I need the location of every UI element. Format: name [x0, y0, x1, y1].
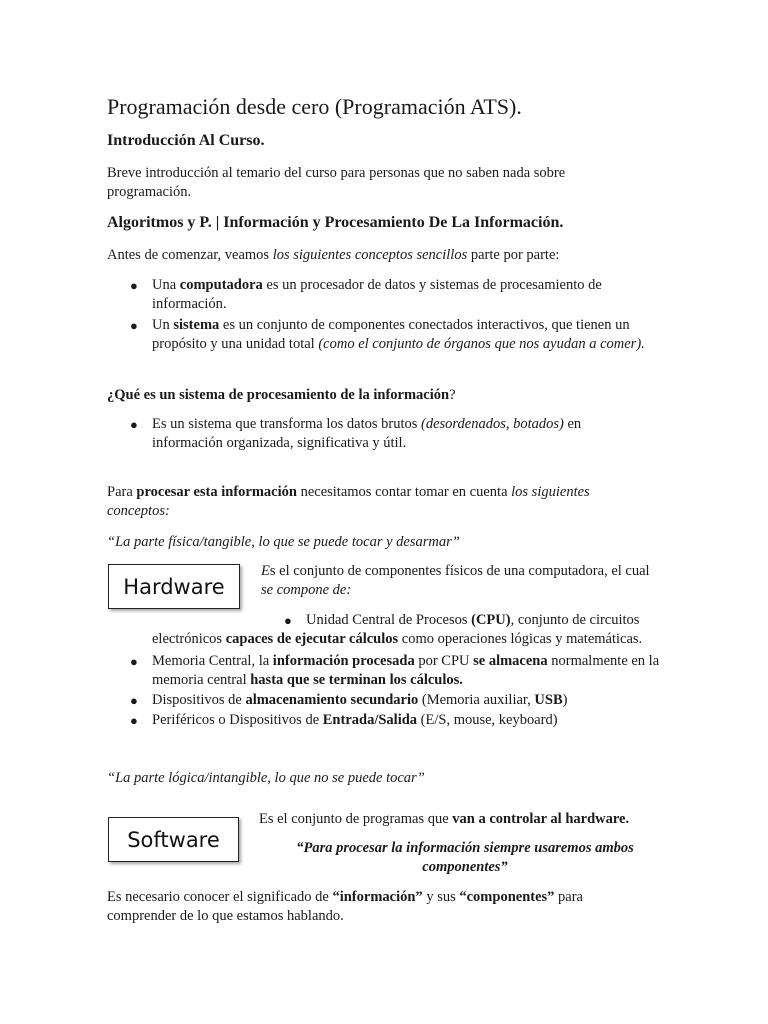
- concepts-list: [107, 276, 647, 354]
- cpu-item: ● Unidad Central de Procesos (CPU), conjunto de circuitos electrónicos capaces de ejecutar cálculos como operaciones lógicas y matemáticas.: [152, 612, 643, 647]
- bullet-icon: ●: [130, 318, 138, 333]
- list-item: ● Es un sistema que transforma los datos brutos (desordenados, botados) en información organizada, significativa y útil.: [130, 416, 582, 451]
- hardware-quote: “La parte física/tangible, lo que se puede tocar y desarmar”: [107, 534, 460, 550]
- hardware-definition: Es el conjunto de componentes físicos de una computadora, el cual se compone de:: [261, 563, 650, 598]
- algorithms-heading: Algoritmos y P. | Información y Procesamiento De La Información.: [107, 214, 564, 231]
- intro-text: Breve introducción al temario del curso para personas que no saben nada sobre programación.: [107, 165, 566, 200]
- bullet-icon: ●: [130, 417, 138, 432]
- list-item: ● Un sistema es un conjunto de componentes conectados interactivos, que tienen un propósito y una unidad total (como el conjunto de órganos que nos ayudan a comer).: [130, 317, 645, 352]
- software-label: Software: [127, 827, 220, 852]
- bullet-icon: ●: [130, 693, 138, 708]
- list-item: ● Memoria Central, la información procesada por CPU se almacena normalmente en la memoria central hasta que se terminan los cálculos.: [130, 653, 660, 688]
- bullet-icon: ●: [284, 613, 292, 628]
- question-list: [107, 415, 627, 453]
- bullet-icon: ●: [130, 713, 138, 728]
- hardware-list: [107, 652, 667, 730]
- bullet-icon: ●: [130, 654, 138, 669]
- hardware-label-box: [108, 564, 240, 609]
- question-text: ¿Qué es un sistema de procesamiento de la información?: [107, 387, 456, 403]
- list-item: ● Una computadora es un procesador de datos y sistemas de procesamiento de información.: [130, 277, 602, 312]
- hardware-label: Hardware: [123, 574, 225, 599]
- intro-heading: Introducción Al Curso.: [107, 132, 265, 149]
- software-note: “Para procesar la información siempre usaremos ambos componentes”: [296, 840, 634, 875]
- closing-paragraph: Es necesario conocer el significado de “información” y sus “componentes” para comprender de lo que estamos hablando.: [107, 889, 583, 924]
- list-item: ● Dispositivos de almacenamiento secundario (Memoria auxiliar, USB): [130, 692, 568, 708]
- software-label-box: [108, 817, 239, 862]
- list-item: ● Periféricos o Dispositivos de Entrada/Salida (E/S, mouse, keyboard): [130, 712, 558, 728]
- process-paragraph: Para procesar esta información necesitamos contar tomar en cuenta los siguientes conceptos:: [107, 484, 590, 519]
- software-quote: “La parte lógica/intangible, lo que no se puede tocar”: [107, 770, 425, 786]
- algorithms-lead: Antes de comenzar, veamos los siguientes conceptos sencillos parte por parte:: [107, 247, 560, 263]
- software-definition: Es el conjunto de programas que van a controlar al hardware.: [259, 811, 630, 827]
- page-title: Programación desde cero (Programación ATS).: [107, 94, 522, 119]
- bullet-icon: ●: [130, 278, 138, 293]
